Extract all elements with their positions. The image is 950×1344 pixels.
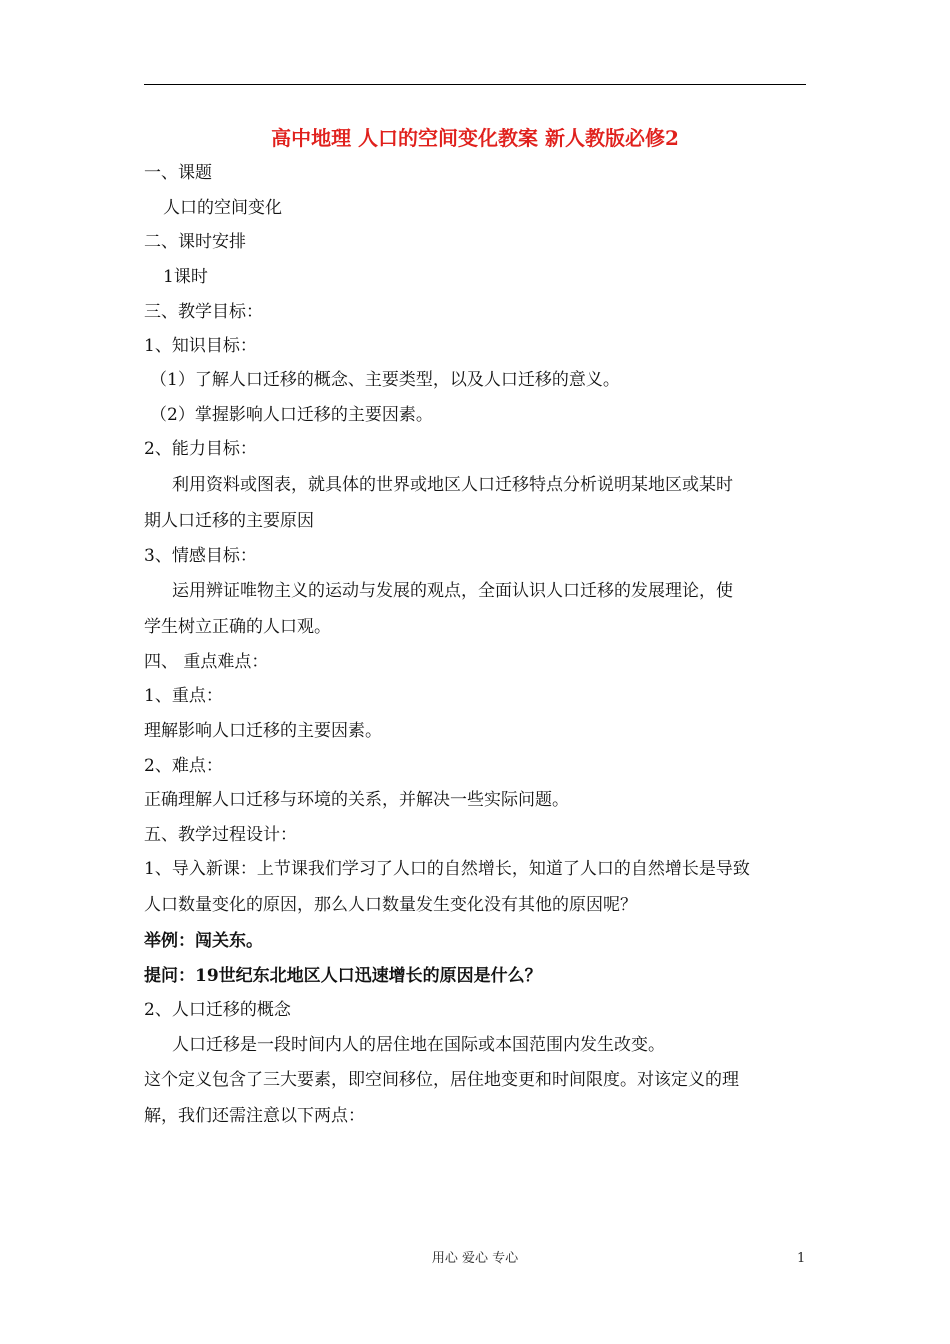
ability-objective-line-1: 利用资料或图表，就具体的世界或地区人口迁移特点分析说明某地区或某时	[172, 475, 733, 495]
ability-objective-line-2: 期人口迁移的主要原因	[144, 511, 314, 531]
heading-schedule: 二、课时安排	[144, 232, 246, 252]
page-number: 1	[797, 1251, 806, 1266]
key-point-heading: 1、重点：	[144, 686, 223, 706]
example-line: 举例：闯关东。	[144, 931, 263, 951]
ability-objective-heading: 2、能力目标：	[144, 439, 257, 459]
emotion-objective-heading: 3、情感目标：	[144, 546, 257, 566]
emotion-objective-line-2: 学生树立正确的人口观。	[144, 617, 331, 637]
emotion-objective-line-1: 运用辨证唯物主义的运动与发展的观点，全面认识人口迁移的发展理论，使	[172, 581, 733, 601]
difficulty-text: 正确理解人口迁移与环境的关系，并解决一些实际问题。	[144, 790, 569, 810]
concept-explanation-line-2: 解，我们还需注意以下两点：	[144, 1106, 365, 1126]
heading-process: 五、教学过程设计：	[144, 825, 297, 845]
schedule-text: 1课时	[163, 267, 208, 287]
knowledge-objective-2: （2）掌握影响人口迁移的主要因素。	[150, 405, 433, 425]
heading-topic: 一、课题	[144, 163, 212, 183]
question-line: 提问：19世纪东北地区人口迅速增长的原因是什么？	[144, 966, 542, 986]
difficulty-heading: 2、难点：	[144, 756, 223, 776]
intro-line-1: 1、导入新课：上节课我们学习了人口的自然增长，知道了人口的自然增长是导致	[144, 859, 750, 879]
concept-explanation-line-1: 这个定义包含了三大要素，即空间移位，居住地变更和时间限度。对该定义的理	[144, 1070, 739, 1090]
concept-heading: 2、人口迁移的概念	[144, 1000, 291, 1020]
concept-definition: 人口迁移是一段时间内人的居住地在国际或本国范围内发生改变。	[172, 1035, 665, 1055]
knowledge-objective-heading: 1、知识目标：	[144, 336, 257, 356]
header-rule	[144, 84, 806, 85]
topic-text: 人口的空间变化	[163, 198, 282, 218]
knowledge-objective-1: （1）了解人口迁移的概念、主要类型，以及人口迁移的意义。	[150, 370, 620, 390]
intro-line-2: 人口数量变化的原因，那么人口数量发生变化没有其他的原因呢？	[144, 895, 637, 915]
heading-key-points: 四、 重点难点：	[144, 652, 269, 672]
key-point-text: 理解影响人口迁移的主要因素。	[144, 721, 382, 741]
document-title: 高中地理 人口的空间变化教案 新人教版必修2	[271, 126, 679, 150]
page-footer: 用心 爱心 专心	[431, 1251, 519, 1266]
heading-objectives: 三、教学目标：	[144, 302, 263, 322]
